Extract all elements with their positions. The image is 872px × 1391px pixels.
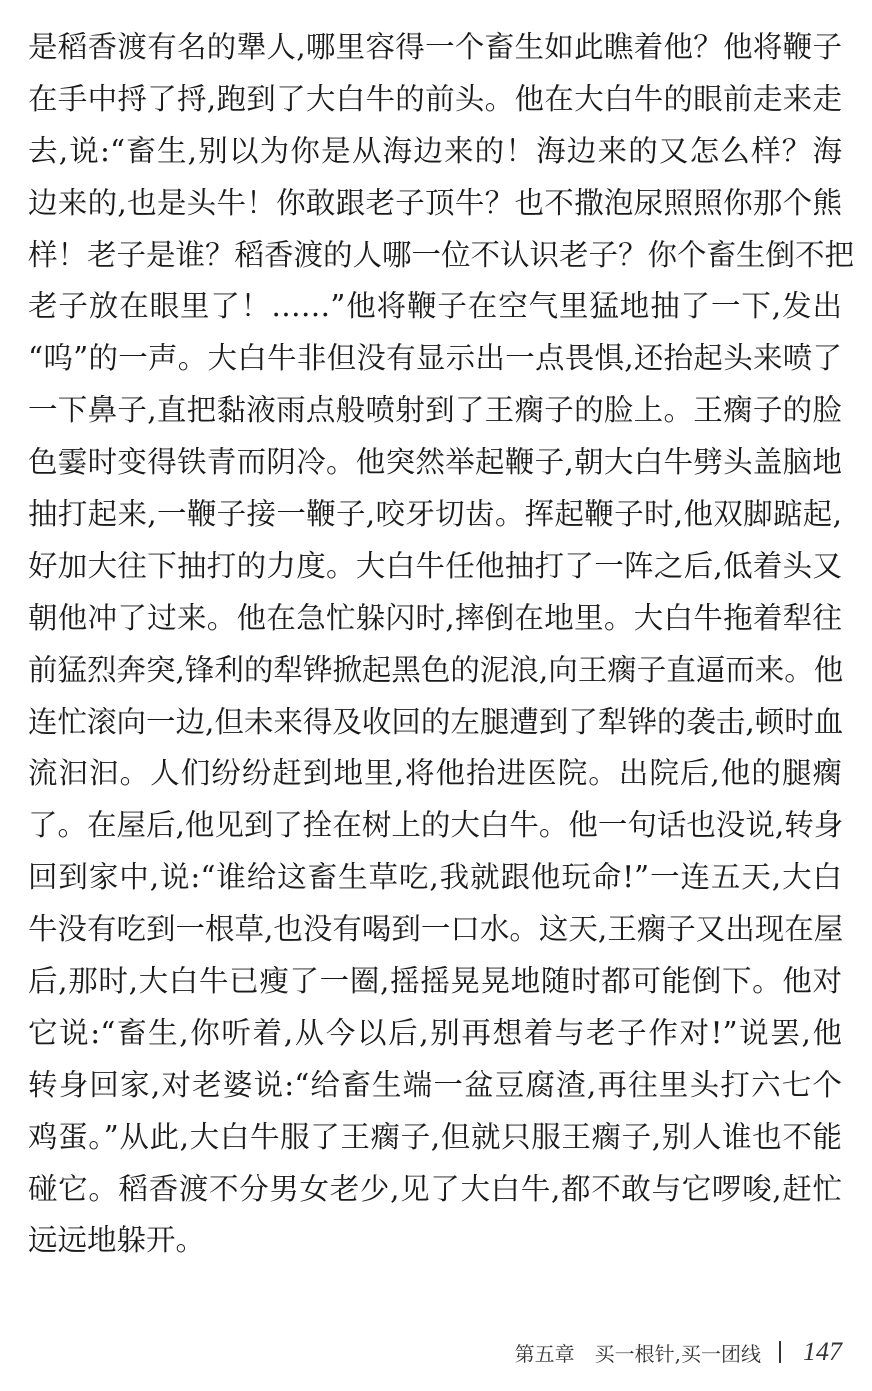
text-line: 碰它。稻香渡不分男女老少,见了大白牛,都不敢与它啰唆,赶忙 <box>28 1171 842 1206</box>
text-line: 在手中捋了捋,跑到了大白牛的前头。他在大白牛的眼前走来走 <box>28 81 842 116</box>
text-line: 色霎时变得铁青而阴冷。他突然举起鞭子,朝大白牛劈头盖脑地 <box>28 445 842 480</box>
text-line: 朝他冲了过来。他在急忙躲闪时,摔倒在地里。大白牛拖着犁往 <box>28 600 842 635</box>
footer-divider <box>779 1341 781 1363</box>
page-footer <box>0 1334 842 1370</box>
text-line: 回到家中,说:“谁给这畜生草吃,我就跟他玩命!”一连五天,大白 <box>28 860 842 895</box>
text-line: 抽打起来,一鞭子接一鞭子,咬牙切齿。挥起鞭子时,他双脚踮起, <box>28 497 842 532</box>
text-line: 老子放在眼里了！……”他将鞭子在空气里猛地抽了一下,发出 <box>28 289 842 324</box>
text-line: 后,那时,大白牛已瘦了一圈,摇摇晃晃地随时都可能倒下。他对 <box>28 964 842 999</box>
chapter-number: 第五章 <box>514 1341 575 1366</box>
text-line: 鸡蛋。”从此,大白牛服了王瘸子,但就只服王瘸子,别人谁也不能 <box>28 1119 842 1154</box>
text-line: 样！老子是谁？稻香渡的人哪一位不认识老子？你个畜生倒不把 <box>28 237 855 272</box>
text-line: 远远地躲开。 <box>28 1223 206 1258</box>
text-line: 牛没有吃到一根草,也没有喝到一口水。这天,王瘸子又出现在屋 <box>28 912 844 947</box>
text-line: 流汩汩。人们纷纷赶到地里,将他抬进医院。出院后,他的腿瘸 <box>28 756 842 791</box>
text-line: 转身回家,对老婆说:“给畜生端一盆豆腐渣,再往里头打六七个 <box>28 1067 842 1102</box>
text-line: 它说:“畜生,你听着,从今以后,别再想着与老子作对!”说罢,他 <box>28 1015 842 1050</box>
text-line: 连忙滚向一边,但未来得及收回的左腿遭到了犁铧的袭击,顿时血 <box>28 704 844 739</box>
page-number: 147 <box>803 1337 842 1366</box>
text-line: 边来的,也是头牛！你敢跟老子顶牛？也不撒泡尿照照你那个熊 <box>28 185 842 220</box>
running-header <box>515 1338 761 1367</box>
text-line: 去,说:“畜生,别以为你是从海边来的！海边来的又怎么样？海 <box>28 133 842 168</box>
text-line: 好加大往下抽打的力度。大白牛任他抽打了一阵之后,低着头又 <box>28 548 842 583</box>
body-text <box>28 22 855 1267</box>
text-line: 一下鼻子,直把黏液雨点般喷射到了王瘸子的脸上。王瘸子的脸 <box>28 393 842 428</box>
text-line: 前猛烈奔突,锋利的犁铧掀起黑色的泥浪,向王瘸子直逼而来。他 <box>28 652 844 687</box>
text-line: “呜”的一声。大白牛非但没有显示出一点畏惧,还抬起头来喷了 <box>28 341 842 376</box>
text-line: 是稻香渡有名的犟人,哪里容得一个畜生如此瞧着他？他将鞭子 <box>28 30 842 64</box>
chapter-title: 买一根针,买一团线 <box>594 1341 761 1366</box>
text-line: 了。在屋后,他见到了拴在树上的大白牛。他一句话也没说,转身 <box>28 808 844 843</box>
